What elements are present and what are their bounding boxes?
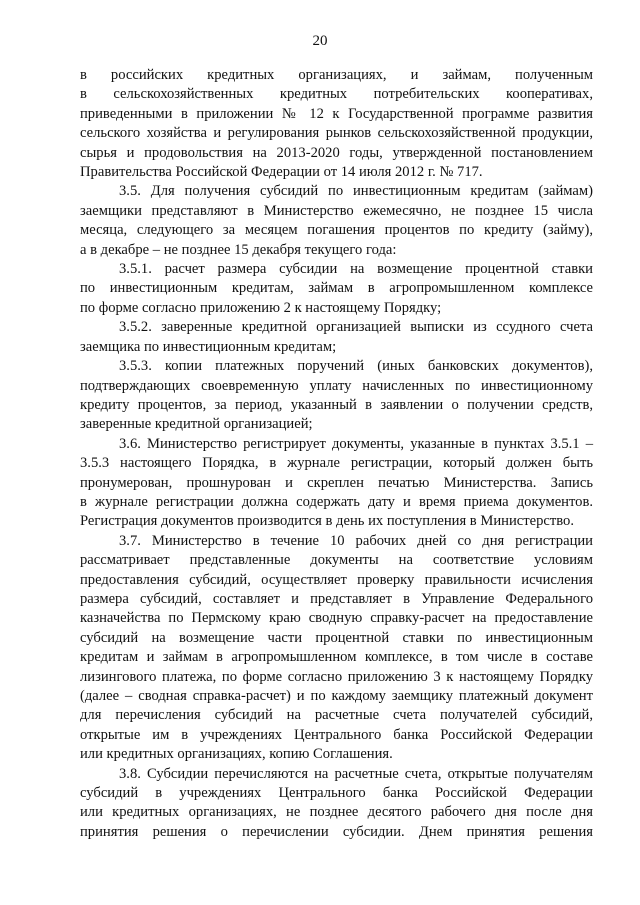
page-number: 20 bbox=[312, 33, 328, 49]
paragraph-p-3-5-1 bbox=[80, 260, 593, 318]
text-line: 3.5.1. расчет размера субсидии на возмещение процентной ставки bbox=[119, 261, 593, 278]
paragraph-p0 bbox=[80, 66, 593, 182]
text-line: приведенными в приложении № 12 к Государственной программе развития bbox=[80, 105, 593, 122]
text-line: кредитам и займам в агропромышленном комплексе, в том числе в составе bbox=[80, 649, 593, 666]
text-line: 3.5. Для получения субсидий по инвестиционным кредитам (займам) bbox=[119, 183, 593, 200]
text-line: пронумерован, прошнурован и скреплен печатью Министерства. Запись bbox=[80, 474, 593, 491]
text-line: Правительства Российской Федерации от 14 июля 2012 г. № 717. bbox=[80, 164, 483, 181]
paragraph-p-3-5-3 bbox=[80, 357, 593, 435]
paragraph-p-3-5-2 bbox=[80, 318, 593, 357]
text-line: размера субсидий, составляет и представляет в Управление Федерального bbox=[80, 590, 593, 607]
text-line: или кредитных организациях, копию Соглашения. bbox=[80, 746, 393, 763]
text-line: в российских кредитных организациях, и займам, полученным bbox=[80, 67, 593, 83]
text-line: заемщика по инвестиционным кредитам; bbox=[80, 338, 337, 355]
text-line: по форме согласно приложению 2 к настоящему Порядку; bbox=[80, 299, 442, 316]
text-line: 3.5.3. копии платежных поручений (иных банковских документов), bbox=[119, 358, 593, 375]
text-line: предоставления субсидий, осуществляет проверку правильности исчисления bbox=[80, 571, 593, 588]
text-line: принятия решения о перечислении субсидии. Днем принятия решения bbox=[80, 823, 593, 840]
text-line: (далее – сводная справка-расчет) и по каждому заемщику платежный документ bbox=[80, 688, 593, 704]
text-line: открытые им в учреждениях Центрального банка Российской Федерации bbox=[80, 726, 593, 743]
paragraph-p-3-7 bbox=[80, 532, 593, 765]
text-line: а в декабре – не позднее 15 декабря текущего года: bbox=[80, 241, 397, 258]
paragraph-p-3-6 bbox=[80, 435, 593, 532]
text-line: по инвестиционным кредитам, займам в агропромышленном комплексе bbox=[80, 280, 593, 297]
text-line: 3.8. Субсидии перечисляются на расчетные счета, открытые получателям bbox=[119, 765, 593, 782]
document-body bbox=[80, 66, 593, 842]
text-line: заемщики представляют в Министерство ежемесячно, не позднее 15 числа bbox=[80, 202, 593, 219]
text-line: 3.7. Министерство в течение 10 рабочих дней со дня регистрации bbox=[119, 532, 593, 549]
text-line: субсидий в учреждениях Центрального банка Российской Федерации bbox=[80, 785, 593, 802]
paragraph-p-3-8 bbox=[80, 765, 593, 843]
text-line: казначейства по Пермскому краю сводную справку-расчет на предоставление bbox=[80, 610, 593, 627]
text-line: Регистрация документов производится в день их поступления в Министерство. bbox=[80, 513, 574, 530]
text-line: субсидий на возмещение части процентной ставки по инвестиционным bbox=[80, 629, 593, 646]
text-line: 3.6. Министерство регистрирует документы, указанные в пунктах 3.5.1 – bbox=[119, 435, 593, 452]
text-line: лизингового платежа, по форме согласно приложению 3 к настоящему Порядку bbox=[80, 668, 593, 685]
text-line: для перечисления субсидий на расчетные счета получателей субсидий, bbox=[80, 707, 593, 724]
text-line: сырья и продовольствия на 2013-2020 годы, утвержденной постановлением bbox=[80, 144, 593, 161]
text-line: заверенные кредитной организацией; bbox=[80, 416, 313, 433]
text-line: подтверждающих своевременную уплату начисленных по инвестиционному bbox=[80, 377, 593, 394]
paragraph-p-3-5 bbox=[80, 182, 593, 260]
text-line: рассматривает представленные документы на соответствие условиям bbox=[80, 552, 593, 569]
text-line: 3.5.2. заверенные кредитной организацией выписки из ссудного счета bbox=[119, 319, 593, 336]
text-line: в сельскохозяйственных кредитных потребительских кооперативах, bbox=[80, 86, 593, 103]
text-line: 3.5.3 настоящего Порядка, в журнале регистрации, который должен быть bbox=[80, 455, 593, 472]
text-line: месяца, следующего за месяцем погашения процентов по кредиту (займу), bbox=[80, 222, 593, 239]
text-line: кредиту процентов, за период, указанный в заявлении о получении средств, bbox=[80, 396, 593, 413]
text-line: в журнале регистрации должна содержать дату и время приема документов. bbox=[80, 493, 593, 510]
text-line: или кредитных организациях, не позднее десятого рабочего дня после дня bbox=[80, 804, 593, 821]
text-line: сельского хозяйства и регулирования рынков сельскохозяйственной продукции, bbox=[80, 125, 593, 142]
